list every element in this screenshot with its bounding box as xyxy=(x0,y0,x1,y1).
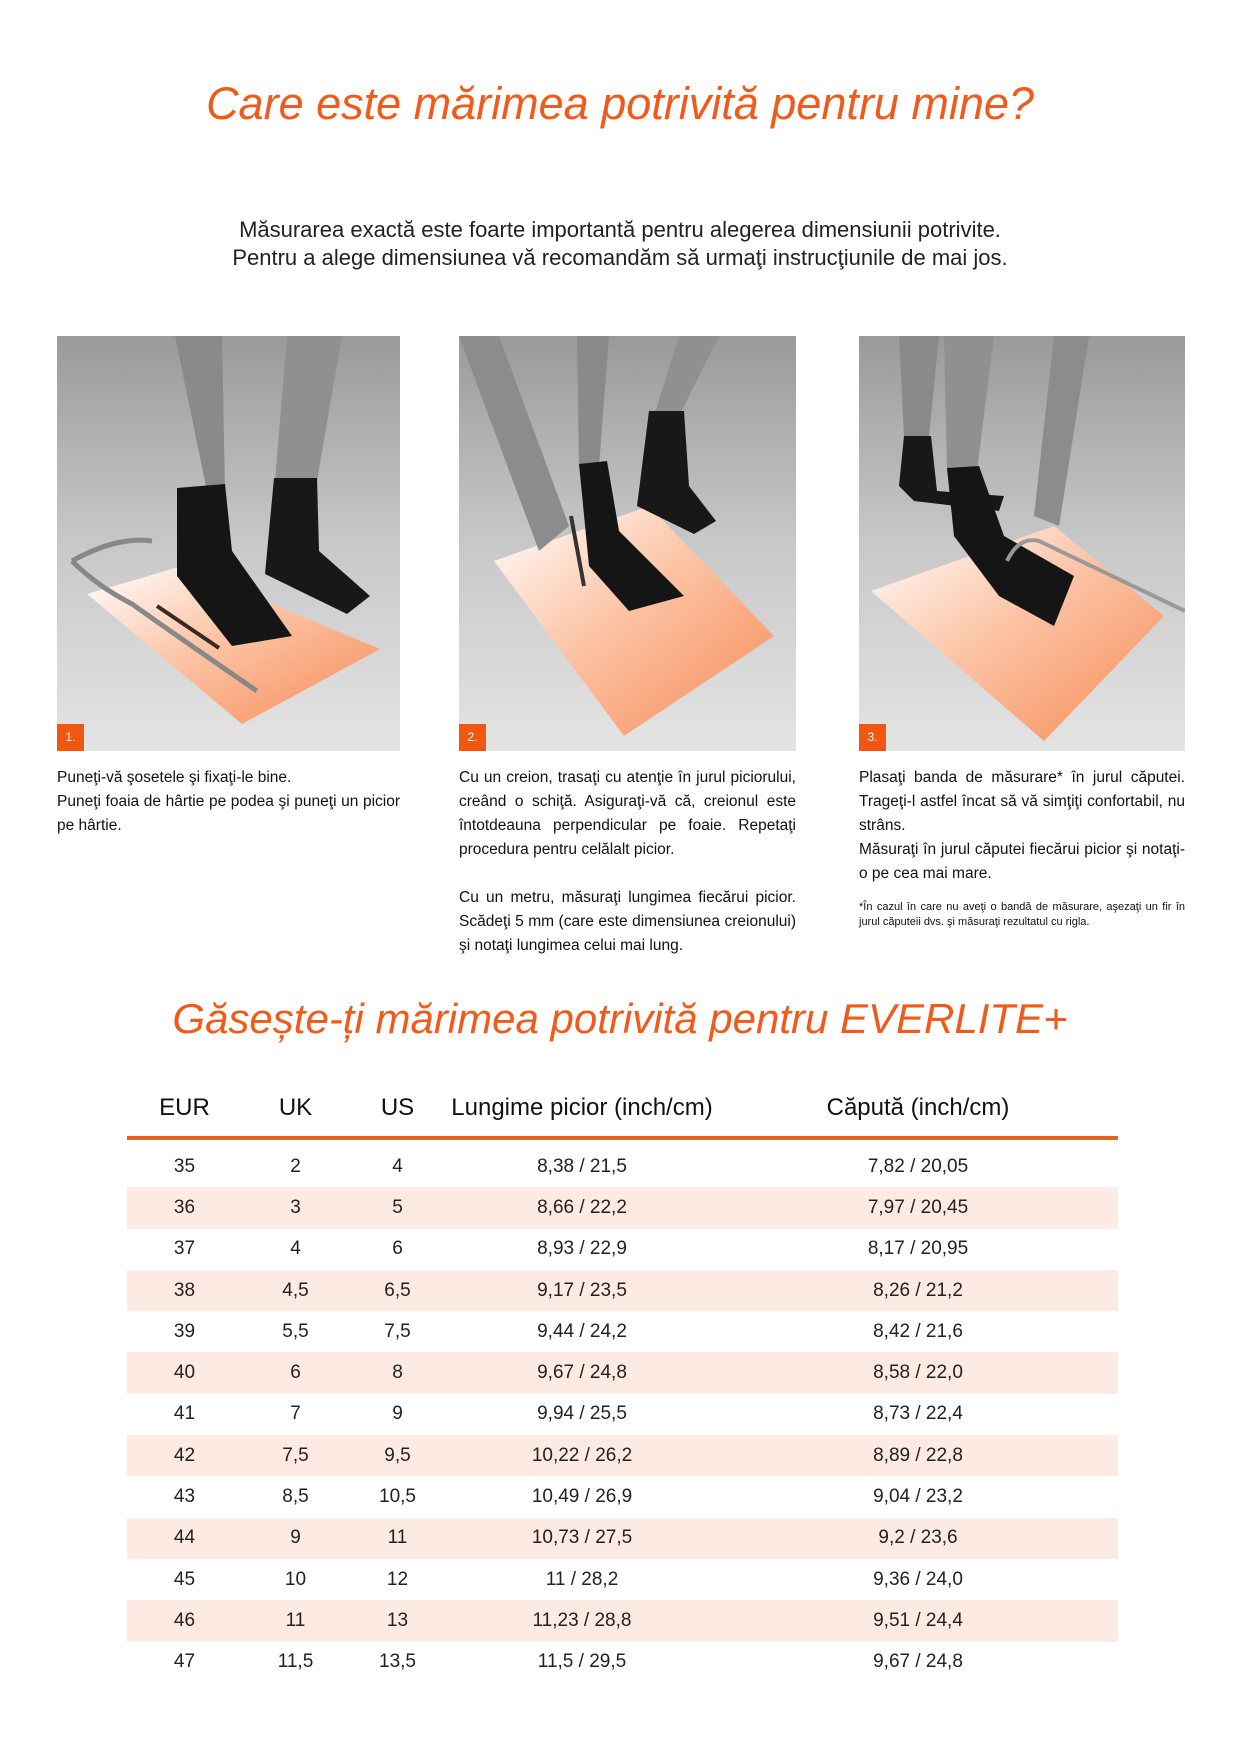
cell-us: 6,5 xyxy=(349,1270,446,1311)
cell-eur: 41 xyxy=(173,1403,196,1425)
page-title: Care este mărimea potrivită pentru mine? xyxy=(206,78,1034,129)
cell-eur: 35 xyxy=(173,1155,196,1177)
cell-uk: 10 xyxy=(284,1568,307,1590)
step-badge: 3. xyxy=(859,724,886,751)
cell-foot-length: 11 / 28,2 xyxy=(545,1568,619,1590)
table-header-row xyxy=(127,1080,1118,1138)
step-badge: 1. xyxy=(57,724,84,751)
header-us: US xyxy=(349,1080,446,1138)
intro-line: Pentru a alege dimensiunea vă recomandăm să urmaţi instrucţiunile de mai jos. xyxy=(232,245,1008,270)
cell-us: 8 xyxy=(349,1352,446,1393)
step-3-photo xyxy=(859,336,1185,751)
cell-eur: 37 xyxy=(173,1238,196,1260)
table-row xyxy=(127,1394,1118,1435)
cell-eur: 36 xyxy=(127,1187,242,1228)
cell-us: 6 xyxy=(392,1238,403,1260)
cell-uk: 11,5 xyxy=(277,1651,314,1673)
cell-instep: 8,89 / 22,8 xyxy=(718,1435,1118,1476)
cell-eur: 44 xyxy=(127,1518,242,1559)
cell-instep: 9,04 / 23,2 xyxy=(873,1486,963,1508)
cell-uk: 7,5 xyxy=(242,1435,349,1476)
intro-text xyxy=(0,216,1240,272)
cell-eur: 43 xyxy=(173,1486,196,1508)
step-text: Puneţi foaia de hârtie pe podea şi puneţi un picior pe hârtie. xyxy=(57,793,400,834)
intro-line: Măsurarea exactă este foarte importantă pentru alegerea dimensiunii potrivite. xyxy=(239,217,1001,242)
cell-foot-length: 9,44 / 24,2 xyxy=(537,1320,627,1342)
cell-foot-length: 8,66 / 22,2 xyxy=(446,1187,718,1228)
table-row xyxy=(127,1642,1118,1683)
table-row xyxy=(127,1187,1118,1228)
step-1-photo xyxy=(57,336,400,751)
cell-foot-length: 9,94 / 25,5 xyxy=(537,1403,627,1425)
cell-eur: 39 xyxy=(173,1320,196,1342)
cell-eur: 47 xyxy=(173,1651,196,1673)
cell-instep: 8,17 / 20,95 xyxy=(867,1238,969,1260)
size-table xyxy=(127,1080,1118,1683)
cell-uk: 6 xyxy=(242,1352,349,1393)
table-row xyxy=(127,1229,1118,1270)
cell-instep: 7,82 / 20,05 xyxy=(867,1155,969,1177)
cell-foot-length: 10,73 / 27,5 xyxy=(446,1518,718,1559)
step-2-text xyxy=(459,766,796,958)
cell-eur: 45 xyxy=(173,1568,196,1590)
cell-instep: 9,2 / 23,6 xyxy=(718,1518,1118,1559)
step-text: Cu un metru, măsuraţi lungimea fiecărui picior. Scădeţi 5 mm (care este dimensiunea creionului) şi notaţi lungimea celui mai lung. xyxy=(459,889,796,954)
cell-uk: 9 xyxy=(242,1518,349,1559)
cell-uk: 8,5 xyxy=(282,1486,309,1508)
cell-uk: 4,5 xyxy=(242,1270,349,1311)
table-row xyxy=(127,1270,1118,1311)
size-chart-title: Găsește-ți mărimea potrivită pentru EVERLITE+ xyxy=(172,995,1068,1042)
cell-foot-length: 11,23 / 28,8 xyxy=(446,1600,718,1641)
step-3-text xyxy=(859,766,1185,930)
step-text: Cu un creion, trasaţi cu atenţie în jurul piciorului, creând o schiţă. Asiguraţi-vă că, creionul este întotdeauna perpendicular pe foaie. Repetaţi procedura pentru celălalt picior. xyxy=(459,769,796,858)
step-text: Plasaţi banda de măsurare* în jurul căputei. Trageţi-l astfel încat să vă simţiţi confortabil, nu strâns. xyxy=(859,769,1185,834)
cell-foot-length: 10,49 / 26,9 xyxy=(531,1486,633,1508)
cell-foot-length: 8,93 / 22,9 xyxy=(537,1238,627,1260)
cell-uk: 3 xyxy=(242,1187,349,1228)
step-2-photo xyxy=(459,336,796,751)
cell-eur: 38 xyxy=(127,1270,242,1311)
header-eur: EUR xyxy=(127,1080,242,1138)
step-text: Măsuraţi în jurul căputei fiecărui picior şi notaţi-o pe cea mai mare. xyxy=(859,841,1185,882)
cell-foot-length: 8,38 / 21,5 xyxy=(537,1155,627,1177)
cell-us: 10,5 xyxy=(379,1486,416,1508)
cell-us: 4 xyxy=(392,1155,403,1177)
cell-foot-length: 11,5 / 29,5 xyxy=(537,1651,627,1673)
table-row xyxy=(127,1476,1118,1517)
table-row xyxy=(127,1311,1118,1352)
cell-us: 9 xyxy=(392,1403,403,1425)
cell-us: 5 xyxy=(349,1187,446,1228)
cell-uk: 4 xyxy=(290,1238,301,1260)
table-row xyxy=(127,1435,1118,1476)
cell-us: 9,5 xyxy=(349,1435,446,1476)
cell-eur: 40 xyxy=(127,1352,242,1393)
cell-foot-length: 10,22 / 26,2 xyxy=(446,1435,718,1476)
table-row xyxy=(127,1559,1118,1600)
cell-uk: 7 xyxy=(290,1403,301,1425)
cell-eur: 42 xyxy=(127,1435,242,1476)
table-row xyxy=(127,1138,1118,1187)
cell-instep: 9,36 / 24,0 xyxy=(873,1568,963,1590)
cell-instep: 8,26 / 21,2 xyxy=(718,1270,1118,1311)
header-instep: Căpută (inch/cm) xyxy=(718,1080,1118,1138)
header-foot-length: Lungime picior (inch/cm) xyxy=(446,1080,718,1138)
cell-eur: 46 xyxy=(127,1600,242,1641)
step-footnote: *În cazul în care nu aveţi o bandă de măsurare, aşezaţi un fir în jurul căputeii dvs. şi măsuraţi rezultatul cu rigla. xyxy=(859,901,1185,928)
cell-instep: 8,42 / 21,6 xyxy=(873,1320,963,1342)
cell-foot-length: 9,67 / 24,8 xyxy=(446,1352,718,1393)
cell-us: 12 xyxy=(386,1568,409,1590)
cell-foot-length: 9,17 / 23,5 xyxy=(446,1270,718,1311)
cell-us: 7,5 xyxy=(384,1320,411,1342)
step-1-text xyxy=(57,766,400,838)
cell-uk: 11 xyxy=(242,1600,349,1641)
cell-instep: 8,58 / 22,0 xyxy=(718,1352,1118,1393)
table-row xyxy=(127,1352,1118,1393)
cell-instep: 9,67 / 24,8 xyxy=(873,1651,963,1673)
cell-uk: 2 xyxy=(290,1155,301,1177)
cell-instep: 9,51 / 24,4 xyxy=(718,1600,1118,1641)
cell-instep: 8,73 / 22,4 xyxy=(873,1403,963,1425)
header-uk: UK xyxy=(242,1080,349,1138)
cell-instep: 7,97 / 20,45 xyxy=(718,1187,1118,1228)
cell-uk: 5,5 xyxy=(282,1320,309,1342)
step-badge: 2. xyxy=(459,724,486,751)
step-text: Puneţi-vă şosetele şi fixaţi-le bine. xyxy=(57,769,292,786)
cell-us: 13,5 xyxy=(379,1651,416,1673)
table-row xyxy=(127,1600,1118,1641)
cell-us: 11 xyxy=(349,1518,446,1559)
table-row xyxy=(127,1518,1118,1559)
cell-us: 13 xyxy=(349,1600,446,1641)
